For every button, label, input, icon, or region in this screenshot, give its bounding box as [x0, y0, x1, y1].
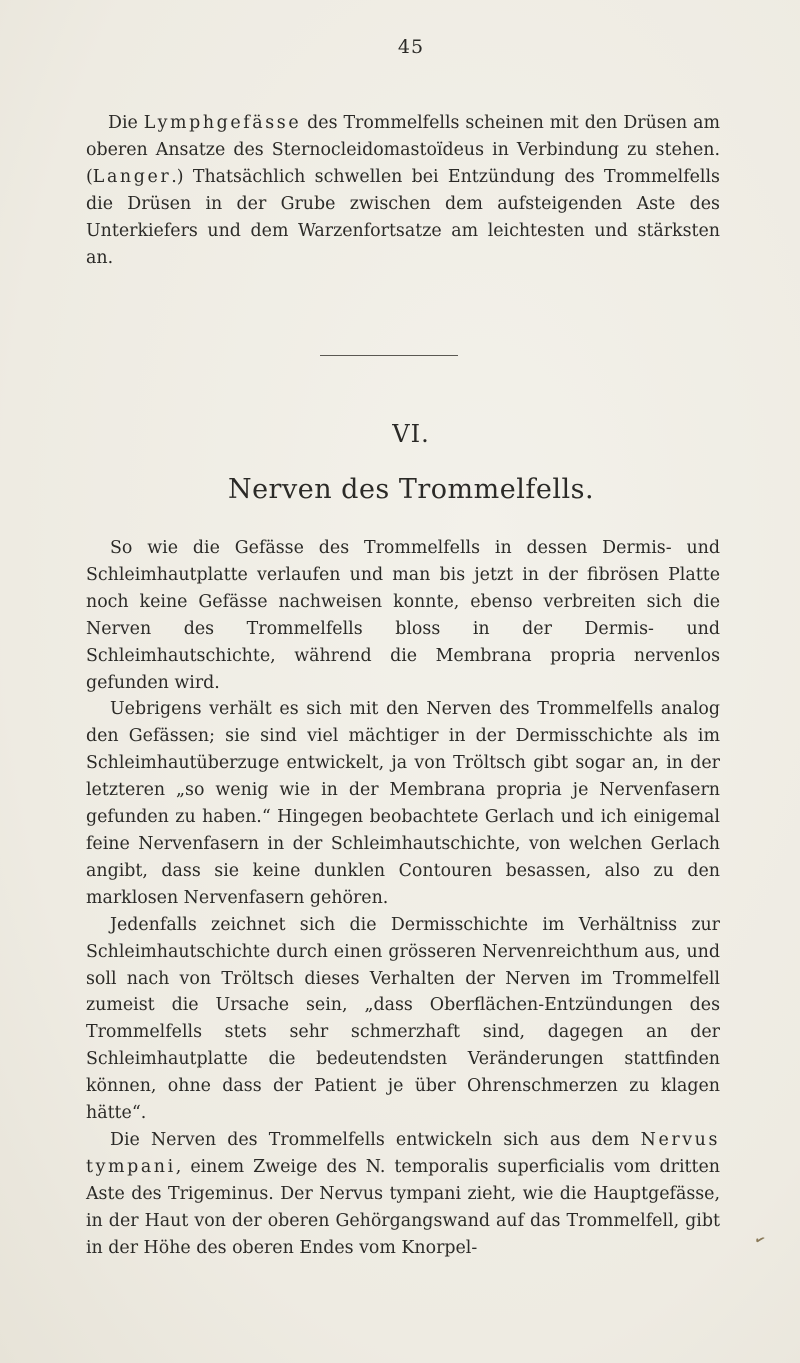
last-paragraph [86, 1127, 720, 1262]
paragraph: So wie die Gefässe des Trommelfells in dessen Dermis- und Schleimhautplatte verlaufen und man bis jetzt in der fibrösen Platte noch keine Gefässe nachweisen konnte, ebenso verbreiten sich die Nerven des Trommelfells bloss in der Dermis- und Schleimhautschichte, während die Membrana propria nervenlos gefunden wird. [86, 538, 720, 693]
intro-text-block [86, 110, 720, 271]
section-number: VI. [392, 420, 430, 448]
intro-paragraph [86, 110, 720, 271]
spaced-term-lymphgefaesse: Lymphgefässe [143, 113, 302, 133]
intro-text-end: .) Thatsächlich schwellen bei Entzündung des Trommelfells die Drüsen in der Grube zwischen dem aufsteigenden Aste des Unterkiefers und dem Warzenfortsatze am leichtesten und stärksten an. [86, 166, 720, 268]
intro-text-start: Die [108, 113, 144, 133]
pencil-tick-mark-icon: ✔ [752, 1231, 768, 1249]
last-paragraph-start: Die Nerven des Trommelfells entwickeln sich aus dem [110, 1129, 641, 1150]
spaced-author-langer: Langer [92, 166, 172, 187]
intro-text-middle: des Trommelfells scheinen mit den Drüsen am oberen Ansatze des Sternocleidomastoïdeus in Verbindung zu stehen. ( [86, 113, 720, 187]
paragraph: Uebrigens verhält es sich mit den Nerven des Trommelfells analog den Gefässen; sie sind viel mächtiger in der Dermisschichte als im Schleimhautüberzuge entwickelt, ja von Tröltsch gibt sogar an, in der letzteren „so wenig wie in der Membrana propria je Nervenfasern gefunden zu haben.“ Hingegen beobachtete Gerlach und ich einigemal feine Nervenfasern in der Schleimhautschichte, von welchen Gerlach angibt, dass sie keine dunklen Contouren besassen, also zu den marklosen Nervenfasern gehören. [86, 699, 720, 908]
spaced-term-nervus-tympani: Nervus tympani [86, 1129, 720, 1177]
last-paragraph-end: , einem Zweige des N. temporalis superficialis vom dritten Aste des Trigeminus. Der Nervus tympani zieht, wie die Hauptgefässe, in der Haut von der oberen Gehörgangswand auf das Trommelfell, gibt in der Höhe des oberen Endes vom Knorpel- [86, 1156, 720, 1258]
section-title: Nerven des Trommelfells. [227, 474, 595, 505]
section-divider-rule [320, 355, 458, 356]
paragraph: Jedenfalls zeichnet sich die Dermisschichte im Verhältniss zur Schleimhautschichte durch einen grösseren Nervenreichthum aus, und soll nach von Tröltsch dieses Verhalten der Nerven im Trommelfell zumeist die Ursache sein, „dass Oberflächen-Entzündungen des Trommelfells stets sehr schmerzhaft sind, dagegen an der Schleimhautplatte die bedeutendsten Veränderungen stattfinden können, ohne dass der Patient je über Ohrenschmerzen zu klagen hätte“. [86, 914, 720, 1124]
page-number: 45 [397, 36, 425, 58]
main-text-block [86, 535, 720, 1261]
